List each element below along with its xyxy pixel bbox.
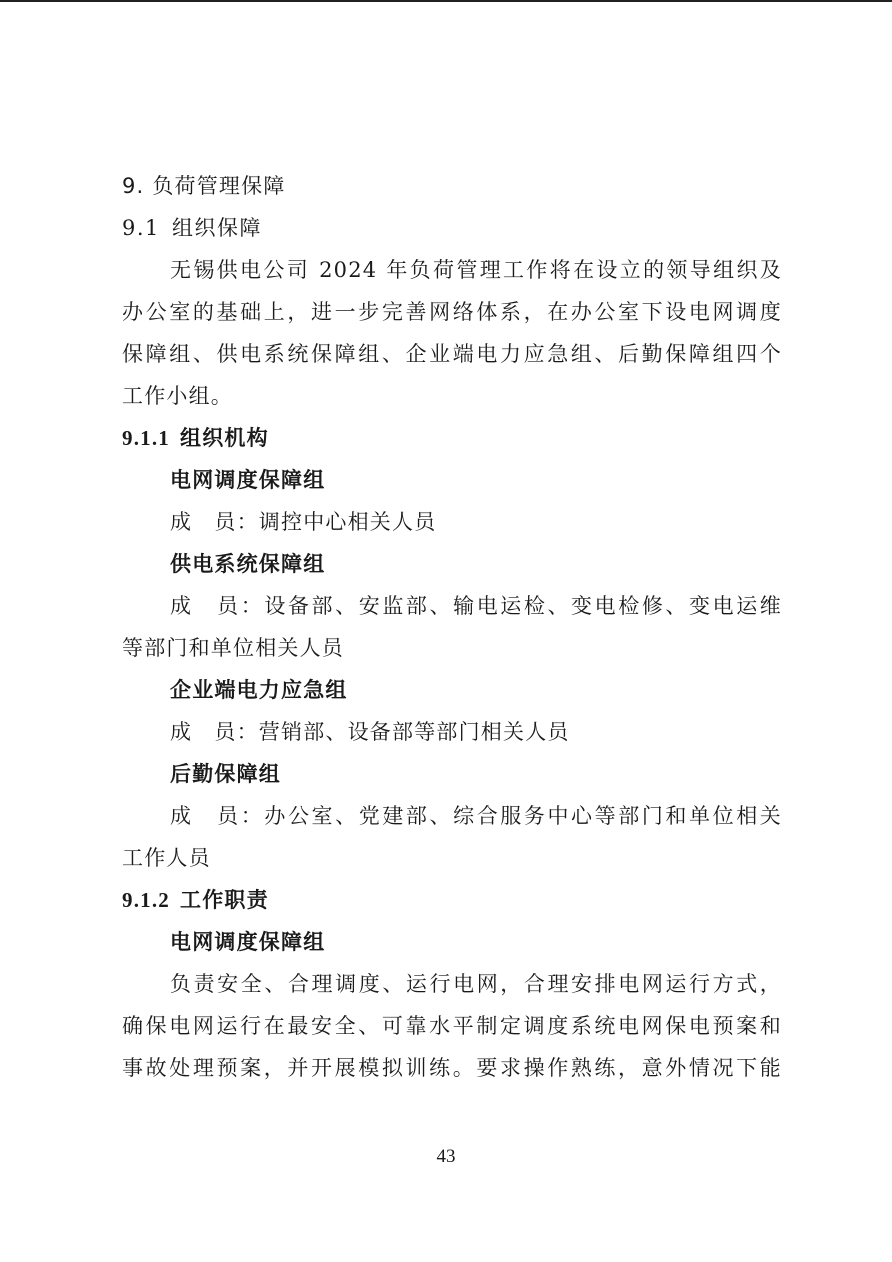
group-members-enterprise-emergency: 成 员：营销部、设备部等部门相关人员 — [170, 720, 570, 744]
duties-group-name: 电网调度保障组 — [170, 930, 326, 954]
org-structure-heading — [122, 417, 782, 459]
duties-line-2: 确保电网运行在最安全、可靠水平制定调度系统电网保电预案和 — [122, 1014, 782, 1038]
duties-number: 9.1.2 — [122, 888, 170, 912]
group-name-dispatch: 电网调度保障组 — [170, 468, 326, 492]
group-name-supply-system: 供电系统保障组 — [170, 552, 326, 576]
section-number: 9. — [122, 174, 145, 198]
subsection-title: 组织保障 — [172, 216, 262, 240]
intro-line-2: 办公室的基础上，进一步完善网络体系，在办公室下设电网调度 — [122, 300, 782, 324]
intro-line-4: 工作小组。 — [122, 384, 233, 408]
group-name-enterprise-emergency: 企业端电力应急组 — [170, 678, 348, 702]
group-members-logistics-2: 工作人员 — [122, 846, 211, 870]
intro-line-1: 无锡供电公司 2024 年负荷管理工作将在设立的领导组织及 — [170, 258, 782, 282]
duties-line-3: 事故处理预案，并开展模拟训练。要求操作熟练，意外情况下能 — [122, 1056, 782, 1080]
page-number: 43 — [436, 1146, 456, 1167]
duties-title: 工作职责 — [180, 888, 269, 912]
intro-line-3: 保障组、供电系统保障组、企业端电力应急组、后勤保障组四个 — [122, 342, 782, 366]
org-structure-number: 9.1.1 — [122, 426, 170, 450]
duties-heading — [122, 879, 782, 921]
section-heading — [122, 165, 782, 207]
group-members-dispatch: 成 员：调控中心相关人员 — [170, 510, 437, 534]
group-members-supply-system-2: 等部门和单位相关人员 — [122, 636, 344, 660]
subsection-number: 9.1 — [122, 216, 160, 240]
duties-line-1: 负责安全、合理调度、运行电网，合理安排电网运行方式， — [170, 972, 782, 996]
group-members-logistics-1: 成 员：办公室、党建部、综合服务中心等部门和单位相关 — [170, 804, 782, 828]
section-title: 负荷管理保障 — [152, 174, 286, 198]
group-members-supply-system-1: 成 员：设备部、安监部、输电运检、变电检修、变电运维 — [170, 594, 782, 618]
org-structure-title: 组织机构 — [180, 426, 269, 450]
subsection-heading — [122, 207, 782, 249]
group-name-logistics: 后勤保障组 — [170, 762, 281, 786]
top-border-line — [0, 0, 892, 2]
document-body — [122, 165, 782, 1089]
